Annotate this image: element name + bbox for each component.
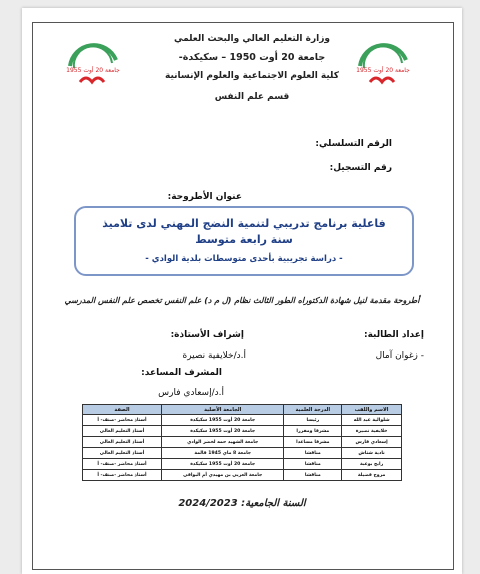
university-logo-left <box>62 38 124 88</box>
table-row <box>83 437 402 448</box>
table-row <box>83 448 402 459</box>
document-page <box>22 8 462 574</box>
table-row <box>83 426 402 437</box>
member-role: مشرفا ومقررا <box>284 426 342 437</box>
member-rank: أستاذ محاضر -صنف- أ <box>83 459 162 470</box>
table-row <box>83 459 402 470</box>
member-rank: أستاذ التعليم العالي <box>83 448 162 459</box>
member-name: مروج فضيلة <box>342 470 402 481</box>
column-header-rank: الدرجة العلمية <box>284 405 342 415</box>
thesis-note: أطروحة مقدمة لنيل شهادة الدكتوراه الطور الثالث نظام (ل م د) علم النفس تخصص علم النفس المدرسي <box>64 296 420 305</box>
member-name: خلايفية نصيرة <box>342 426 402 437</box>
member-university: جامعة العربي بن مهيدي أم البواقي <box>161 470 284 481</box>
department-name: قسم علم النفس <box>214 92 290 102</box>
member-university: جامعة 8 ماي 1945 قالمة <box>161 448 284 459</box>
member-rank: أستاذ التعليم العالي <box>83 437 162 448</box>
member-rank: أستاذ محاضر -صنف- أ <box>83 415 162 426</box>
academic-year: السنة الجامعية: 2024/2023 <box>178 498 306 509</box>
column-header-university: الجامعة الأصلية <box>161 405 284 415</box>
thesis-main-title: فاعلية برنامج تدريبي لتنمية النضج المهني لدى تلاميذ سنة رابعة متوسط <box>102 217 386 246</box>
committee-header-row <box>83 405 402 415</box>
member-rank: أستاذ محاضر -صنف- أ <box>83 470 162 481</box>
column-header-title: الصفة <box>83 405 162 415</box>
thesis-title-box <box>74 206 414 276</box>
serial-number-label: الرقم التسلسلي: <box>315 139 392 149</box>
member-university: جامعة 20 أوت 1955 سكيكدة <box>161 459 284 470</box>
member-name: نادية شتاش <box>342 448 402 459</box>
logo-text-left: جامعة 20 أوت 1955 <box>66 67 120 74</box>
faculty-name: كلية العلوم الاجتماعية والعلوم الإنسانية <box>165 71 339 81</box>
ministry-name: وزارة التعليم العالي والبحث العلمي <box>173 34 331 44</box>
member-university: جامعة 20 أوت 1955 سكيكدة <box>161 415 284 426</box>
logo-text-right: جامعة 20 أوت 1955 <box>356 67 410 74</box>
thesis-title-label: عنوان الأطروحة: <box>167 192 242 202</box>
committee-table <box>82 404 402 481</box>
university-name: جامعة 20 أوت 1950 – سكيكدة- <box>178 52 326 63</box>
member-name: إسعادي فارس <box>342 437 402 448</box>
member-university: جامعة الشهيد حمه لخضر الوادي <box>161 437 284 448</box>
thesis-subtitle: - دراسة تجريبية بأحدى متوسطات بلدية الوادي - <box>145 254 343 264</box>
registration-number-label: رقم التسجيل: <box>329 163 392 173</box>
member-rank: أستاذ التعليم العالي <box>83 426 162 437</box>
supervisor-label: إشراف الأستاذة: <box>170 330 244 340</box>
member-name: رابح بوعبة <box>342 459 402 470</box>
table-row <box>83 470 402 481</box>
member-role: مناقشا <box>284 470 342 481</box>
cosupervisor-name: أ.د/إسعادي فارس <box>158 388 224 398</box>
table-row <box>83 415 402 426</box>
supervisor-name: أ.د/خلايفية نصيرة <box>182 351 246 361</box>
member-role: رئيسا <box>284 415 342 426</box>
cosupervisor-label: المشرف المساعد: <box>141 368 222 378</box>
member-role: مشرفا مساعدا <box>284 437 342 448</box>
member-university: جامعة 20 أوت 1955 سكيكدة <box>161 426 284 437</box>
student-label: إعداد الطالبة: <box>364 330 424 340</box>
student-name: - زغوان آمال <box>375 351 424 361</box>
member-role: مناقشا <box>284 448 342 459</box>
member-name: شلوالية عبد الله <box>342 415 402 426</box>
member-role: مناقشا <box>284 459 342 470</box>
column-header-name: الاسم واللقب <box>342 405 402 415</box>
